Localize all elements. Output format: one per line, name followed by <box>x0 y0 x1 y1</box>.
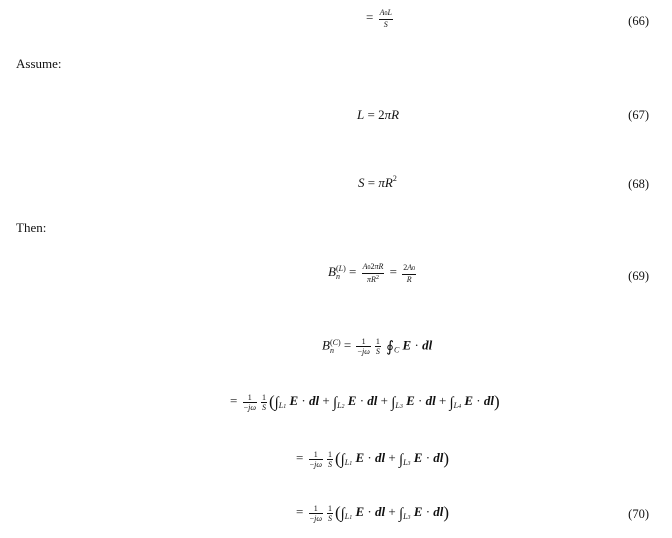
equation-number-69: (69) <box>628 269 649 283</box>
then-label: Then: <box>16 220 47 235</box>
assume-label: Assume: <box>16 56 62 71</box>
equation-number-68: (68) <box>628 177 649 191</box>
equation-67: L = 2πR <box>357 107 400 122</box>
equation-bc-definition: B (C) n = $\frac{1}{-j\omega}$ $\frac{1}{S}$ $∮_C$ E · dl <box>322 337 433 356</box>
equation-number-66: (66) <box>628 14 649 28</box>
equation-66: = $\frac{A0L}{S}$ <box>366 8 392 29</box>
equation-69: B (L) n = $\frac{A02\pi R}{\pi R^2}$ = $\frac{2A0}{R}$ <box>328 262 416 284</box>
equation-number-70: (70) <box>628 507 649 521</box>
equation-expanded-sum: = $\frac{1}{-j\omega}$ $\frac{1}{S}$ ($\int_{L1}$ E · dl + $\int_{L2}$ E · dl + $\int_{L3}$ E · dl + $\int_{L4}$ E · dl) <box>230 392 500 412</box>
equation-68: $S = \pi R^2$ <box>358 174 397 190</box>
equation-70: = $\frac{1}{-j\omega}$ $\frac{1}{S}$ ($\int_{L1}$ E · dl + $\int_{L3}$ E · dl) <box>296 503 450 523</box>
equation-reduced-sum: = $\frac{1}{-j\omega}$ $\frac{1}{S}$ ($\int_{L1}$ E · dl + $\int_{L3}$ E · dl) <box>296 449 450 469</box>
equation-number-67: (67) <box>628 108 649 122</box>
